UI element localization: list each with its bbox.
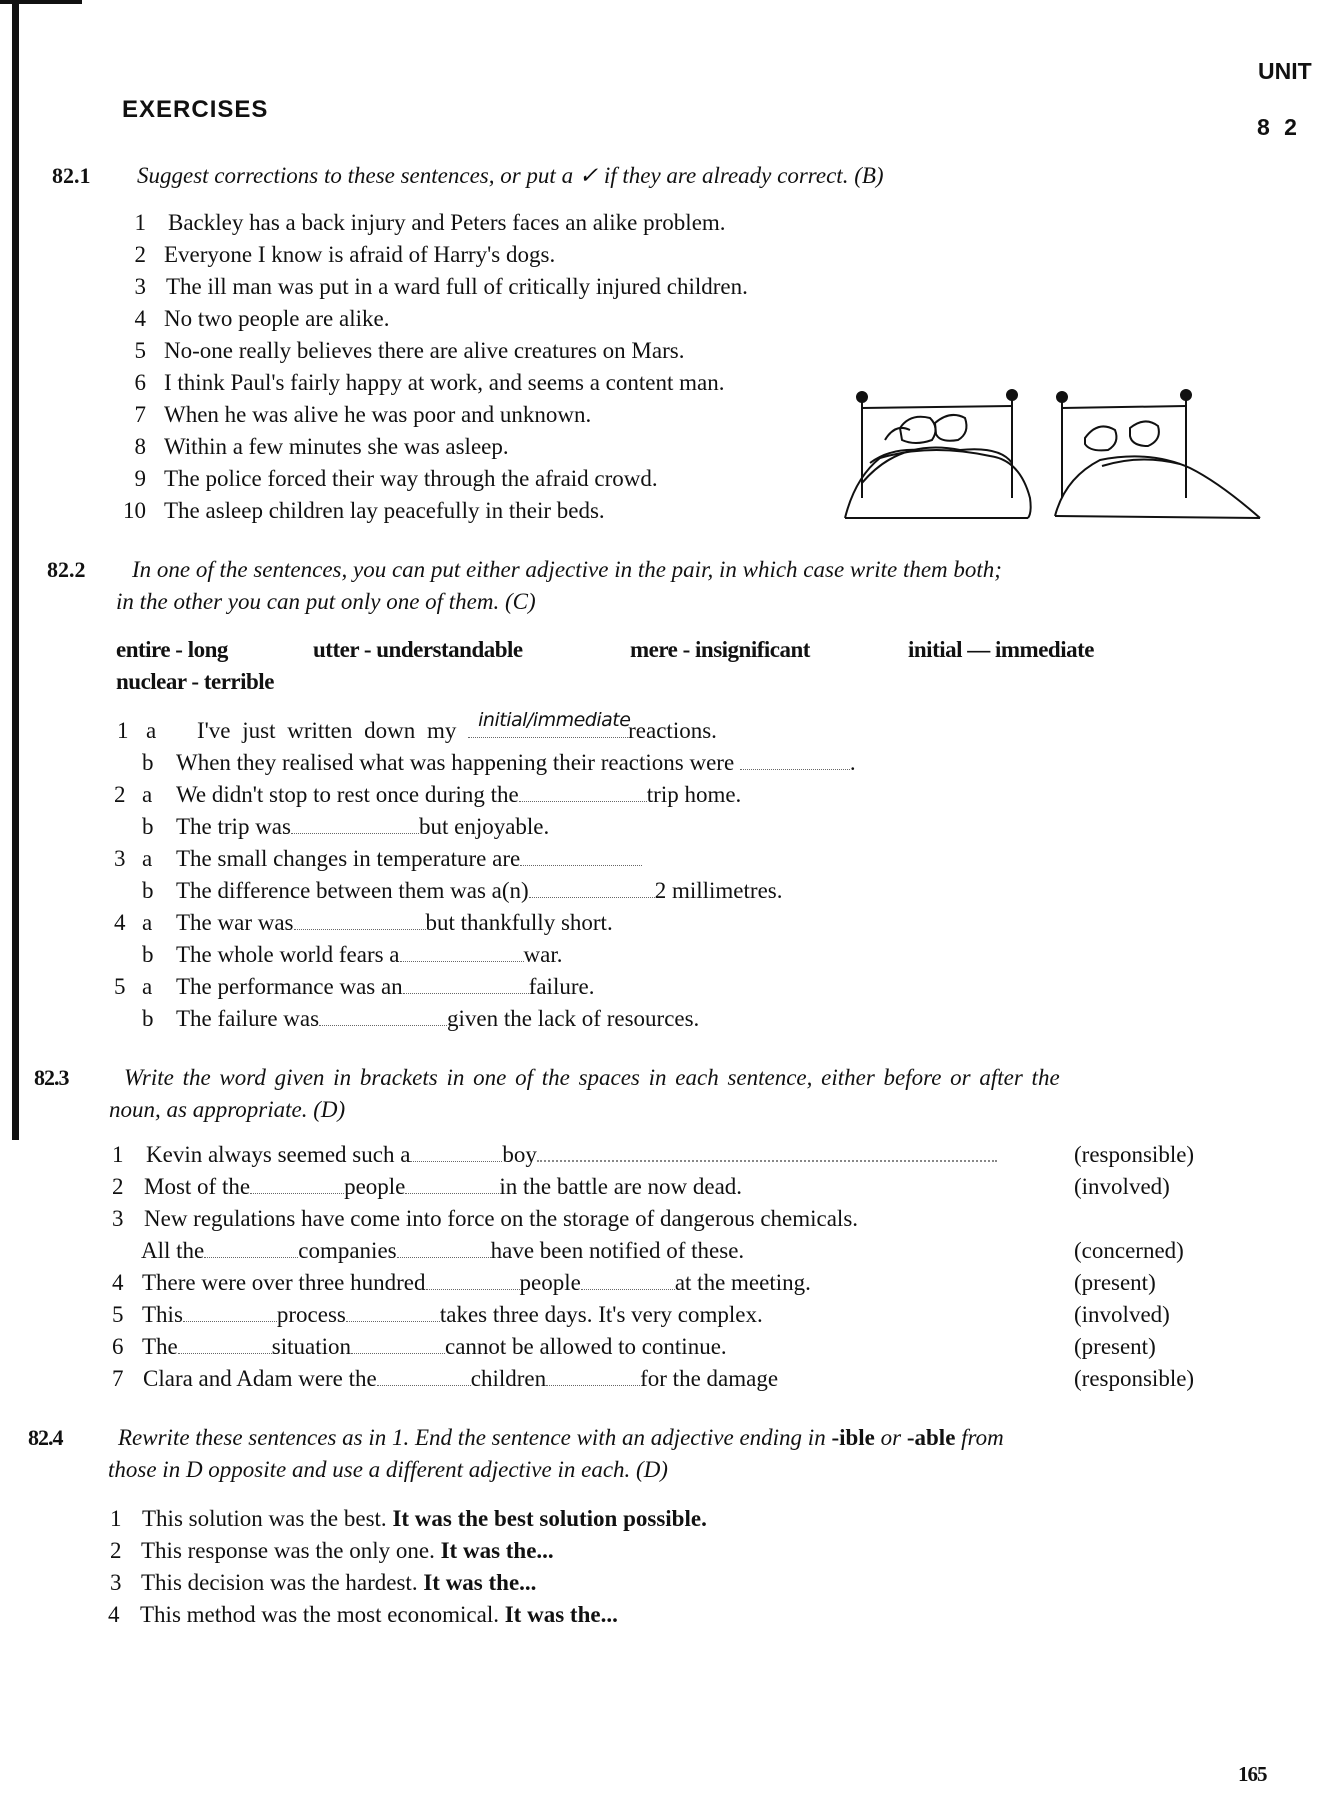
instruction-text: or xyxy=(880,1425,902,1450)
item-part: cannot be allowed to continue. xyxy=(445,1334,727,1359)
bracket-word: (responsible) xyxy=(1074,1366,1195,1391)
bracket-word: (concerned) xyxy=(1074,1238,1184,1263)
item-sentence: This response was the only one. xyxy=(141,1538,435,1563)
item-text xyxy=(141,1538,554,1564)
bracket-word: (involved) xyxy=(1074,1174,1170,1199)
item-text xyxy=(176,846,642,872)
left-bed xyxy=(845,390,1031,518)
item-part: Most of the xyxy=(144,1174,251,1199)
item-number: 3 xyxy=(112,1206,124,1231)
answer-blank[interactable] xyxy=(183,1303,277,1322)
bracket-word: (present) xyxy=(1074,1334,1156,1359)
adjective-pair: utter - understandable xyxy=(313,637,523,662)
exercise-number: 82.3 xyxy=(34,1065,69,1090)
exercise-instruction: Suggest corrections to these sentences, or put a ✓ if they are already correct. (B) xyxy=(137,163,884,188)
item-text: I think Paul's fairly happy at work, and seems a content man. xyxy=(164,370,725,395)
item-part: for the damage xyxy=(640,1366,779,1391)
item-number: 7 xyxy=(134,402,146,427)
answer-blank[interactable] xyxy=(319,1007,447,1026)
item-text xyxy=(143,1366,778,1392)
item-pre: The small changes in temperature are xyxy=(176,846,521,871)
item-number: 3 xyxy=(134,274,146,299)
item-number: 3 xyxy=(114,846,126,871)
item-number: 6 xyxy=(134,370,146,395)
item-text xyxy=(142,1302,763,1328)
item-text: When he was alive he was poor and unknown. xyxy=(164,402,592,427)
item-pre: The difference between them was a(n) xyxy=(176,878,529,903)
instruction-text: from xyxy=(961,1425,1004,1450)
item-text xyxy=(176,942,563,968)
page-number: 165 xyxy=(1238,1762,1267,1786)
item-letter: b xyxy=(142,814,154,839)
adjective-pair: entire - long xyxy=(116,637,228,662)
item-post: but thankfully short. xyxy=(425,910,613,935)
item-answer: It was the... xyxy=(440,1538,554,1563)
item-number: 1 xyxy=(117,718,129,743)
item-text xyxy=(197,709,717,744)
item-sentence: This method was the most economical. xyxy=(140,1602,499,1627)
item-text xyxy=(142,1506,707,1532)
item-text xyxy=(141,1238,744,1264)
item-number: 5 xyxy=(134,338,146,363)
item-pre: The trip was xyxy=(176,814,291,839)
item-pre: The whole world fears a xyxy=(176,942,400,967)
item-letter: a xyxy=(142,782,153,807)
exercise-number: 82.2 xyxy=(47,557,86,582)
item-part: This xyxy=(142,1302,183,1327)
item-number: 4 xyxy=(108,1602,120,1627)
unit-number: 8 2 xyxy=(1257,114,1301,140)
item-letter: b xyxy=(142,1006,154,1031)
answer-blank[interactable] xyxy=(546,1367,640,1386)
item-sentence: This decision was the hardest. xyxy=(141,1570,418,1595)
answer-blank[interactable] xyxy=(377,1367,471,1386)
item-text xyxy=(142,1334,727,1360)
item-number: 8 xyxy=(134,434,146,459)
beds-illustration xyxy=(840,388,1270,523)
answer-blank[interactable] xyxy=(351,1335,445,1354)
adjective-pair: initial — immediate xyxy=(908,637,1094,662)
item-pre: The war was xyxy=(176,910,294,935)
item-letter: a xyxy=(142,974,153,999)
item-text xyxy=(176,1006,699,1032)
item-noun: children xyxy=(470,1366,547,1391)
item-number: 4 xyxy=(134,306,146,331)
item-text xyxy=(176,974,594,1000)
answer-blank[interactable] xyxy=(250,1175,344,1194)
answer-blank[interactable] xyxy=(740,751,850,770)
item-post: but enjoyable. xyxy=(418,814,550,839)
item-text: The asleep children lay peacefully in their beds. xyxy=(164,498,605,523)
item-text xyxy=(144,1174,742,1200)
item-part: at the meeting. xyxy=(674,1270,811,1295)
item-letter: a xyxy=(142,846,153,871)
item-number: 5 xyxy=(112,1302,124,1327)
answer-blank[interactable] xyxy=(397,1239,491,1258)
item-number: 6 xyxy=(112,1334,124,1359)
answer-blank[interactable] xyxy=(519,783,647,802)
answer-blank[interactable] xyxy=(405,1175,499,1194)
item-part: The xyxy=(142,1334,178,1359)
item-post: trip home. xyxy=(646,782,742,807)
item-answer: It was the... xyxy=(504,1602,618,1627)
item-letter: a xyxy=(142,910,153,935)
item-number: 1 xyxy=(134,210,146,235)
item-text xyxy=(140,1602,618,1628)
item-part: have been notified of these. xyxy=(490,1238,745,1263)
item-text xyxy=(176,782,741,808)
answer-blank[interactable] xyxy=(529,879,655,898)
item-text xyxy=(176,910,613,936)
item-post: given the lack of resources. xyxy=(447,1006,700,1031)
answer-blank[interactable] xyxy=(400,943,524,962)
item-post: failure. xyxy=(528,974,595,999)
answer-blank[interactable] xyxy=(537,1142,997,1162)
item-number: 1 xyxy=(112,1142,124,1167)
item-sentence: This solution was the best. xyxy=(142,1506,387,1531)
item-text: The police forced their way through the afraid crowd. xyxy=(164,466,658,491)
bracket-word: (responsible) xyxy=(1074,1142,1195,1167)
answer-blank[interactable] xyxy=(346,1303,440,1322)
item-pre: We didn't stop to rest once during the xyxy=(176,782,519,807)
item-number: 3 xyxy=(110,1570,122,1595)
item-number: 2 xyxy=(112,1174,124,1199)
item-text: New regulations have come into force on the storage of dangerous chemicals. xyxy=(144,1206,859,1231)
exercise-instruction: Write the word given in brackets in one of the spaces in each sentence, either before or after the xyxy=(124,1065,1060,1090)
answer-blank[interactable] xyxy=(178,1335,272,1354)
item-text: No two people are alike. xyxy=(164,306,390,331)
answer-blank[interactable] xyxy=(403,975,529,994)
answer-blank[interactable] xyxy=(294,911,426,930)
item-post: reactions. xyxy=(628,718,717,743)
item-pre: The failure was xyxy=(176,1006,320,1031)
example-answer: initial/immediate xyxy=(478,709,631,731)
item-part: Kevin always seemed such a xyxy=(146,1142,411,1167)
item-number: 2 xyxy=(114,782,126,807)
item-part: There were over three hundred xyxy=(142,1270,426,1295)
section-title: EXERCISES xyxy=(122,96,269,123)
bracket-word: (involved) xyxy=(1074,1302,1170,1327)
item-noun: process xyxy=(276,1302,346,1327)
item-part: in the battle are now dead. xyxy=(499,1174,743,1199)
item-noun: boy xyxy=(502,1142,537,1167)
item-text: Backley has a back injury and Peters faces an alike problem. xyxy=(168,210,726,235)
item-part: All the xyxy=(141,1238,205,1263)
item-noun: situation xyxy=(271,1334,351,1359)
exercise-number: 82.4 xyxy=(28,1425,63,1450)
item-number: 4 xyxy=(114,910,126,935)
answer-blank[interactable] xyxy=(204,1239,298,1258)
item-text xyxy=(141,1570,536,1596)
instruction-text: Rewrite these sentences as in 1. End the sentence with an adjective ending in xyxy=(118,1425,826,1450)
item-text: No-one really believes there are alive creatures on Mars. xyxy=(164,338,685,363)
adjective-pair: mere - insignificant xyxy=(630,637,810,662)
answer-blank[interactable] xyxy=(291,815,419,834)
adjective-pair: nuclear - terrible xyxy=(116,669,274,694)
item-text xyxy=(176,878,782,904)
item-number: 4 xyxy=(112,1270,124,1295)
answer-blank[interactable] xyxy=(520,847,642,866)
item-number: 2 xyxy=(134,242,146,267)
exercise-instruction: noun, as appropriate. (D) xyxy=(109,1097,346,1122)
item-post: war. xyxy=(523,942,563,967)
item-noun: companies xyxy=(298,1238,397,1263)
bracket-word: (present) xyxy=(1074,1270,1156,1295)
item-letter: a xyxy=(146,718,157,743)
item-noun: people xyxy=(344,1174,406,1199)
item-number: 9 xyxy=(134,466,146,491)
answer-blank[interactable] xyxy=(468,709,631,738)
item-pre: When they realised what was happening their reactions were xyxy=(176,750,735,775)
exercise-instruction: In one of the sentences, you can put either adjective in the pair, in which case write them both; xyxy=(132,557,1002,582)
item-post: . xyxy=(849,750,856,775)
item-number: 7 xyxy=(112,1366,124,1391)
exercise-instruction: in the other you can put only one of them. (C) xyxy=(116,589,536,614)
exercise-instruction: those in D opposite and use a different adjective in each. (D) xyxy=(108,1457,668,1482)
item-letter: b xyxy=(142,942,154,967)
item-answer: It was the... xyxy=(423,1570,537,1595)
suffix-able: -able xyxy=(906,1425,956,1450)
item-text xyxy=(146,1142,997,1168)
item-text xyxy=(142,1270,811,1296)
answer-blank[interactable] xyxy=(581,1271,675,1290)
item-text: The ill man was put in a ward full of critically injured children. xyxy=(166,274,748,299)
item-part: takes three days. It's very complex. xyxy=(439,1302,763,1327)
item-noun: people xyxy=(519,1270,581,1295)
item-number: 1 xyxy=(110,1506,122,1531)
item-text xyxy=(176,750,856,776)
item-number: 10 xyxy=(123,498,146,523)
item-post: 2 millimetres. xyxy=(654,878,783,903)
right-bed xyxy=(1055,390,1260,518)
exercise-number: 82.1 xyxy=(52,163,91,188)
item-number: 2 xyxy=(110,1538,122,1563)
item-text xyxy=(176,814,549,840)
item-pre: I've just written down my xyxy=(197,718,457,743)
item-text: Within a few minutes she was asleep. xyxy=(164,434,509,459)
item-part: Clara and Adam were the xyxy=(143,1366,377,1391)
spine-bar xyxy=(12,0,19,1140)
suffix-ible: -ible xyxy=(831,1425,875,1450)
item-text: Everyone I know is afraid of Harry's dogs. xyxy=(164,242,556,267)
answer-blank[interactable] xyxy=(410,1143,502,1162)
item-letter: b xyxy=(142,878,154,903)
item-answer: It was the best solution possible. xyxy=(392,1506,707,1531)
item-pre: The performance was an xyxy=(176,974,403,999)
exercise-instruction xyxy=(118,1425,1004,1451)
item-letter: b xyxy=(142,750,154,775)
answer-blank[interactable] xyxy=(426,1271,520,1290)
unit-label: UNIT xyxy=(1258,58,1312,84)
item-number: 5 xyxy=(114,974,126,999)
